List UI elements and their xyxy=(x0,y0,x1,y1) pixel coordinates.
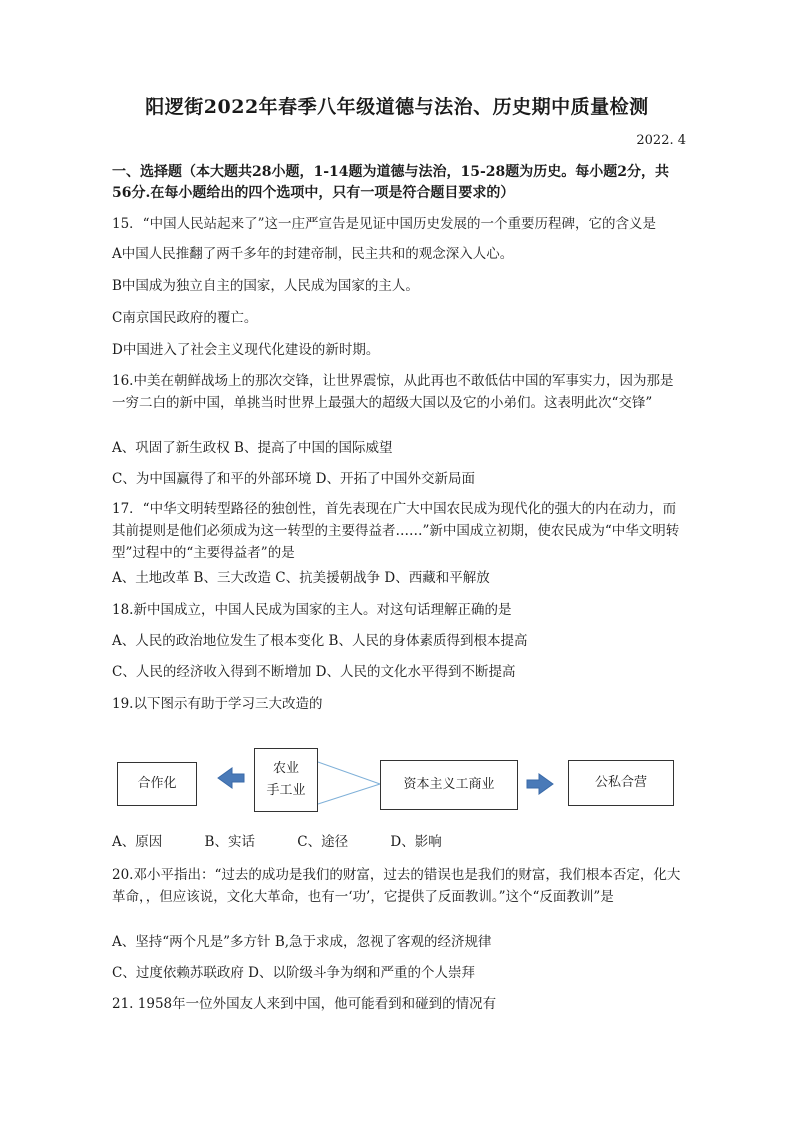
arrow-right-icon xyxy=(527,774,553,794)
box-capitalist-label: 资本主义工商业 xyxy=(403,777,495,792)
question-19-stem: 19.以下图示有助于学习三大改造的 xyxy=(112,696,323,712)
question-16-options-ab: A、巩固了新生政权 B、提高了中国的国际威望 xyxy=(112,440,393,456)
box-joint-venture xyxy=(568,760,674,806)
question-20-options-cd: C、过度依赖苏联政府 D、以阶级斗争为纲和严重的个人崇拜 xyxy=(112,965,475,981)
question-15-option-c: C南京国民政府的覆亡。 xyxy=(112,310,258,326)
exam-date: 2022. 4 xyxy=(636,133,686,148)
question-21-stem: 21. 1958年一位外国友人来到中国，他可能看到和碰到的情况有 xyxy=(112,996,497,1012)
exam-title: 阳逻街2022年春季八年级道德与法治、历史期中质量检测 xyxy=(145,96,649,118)
question-19-option-b: B、实话 xyxy=(204,834,255,850)
question-18-options-cd: C、人民的经济收入得到不断增加 D、人民的文化水平得到不断提高 xyxy=(112,664,516,680)
question-17-options: A、土地改革 B、三大改造 C、抗美援朝战争 D、西藏和平解放 xyxy=(112,570,490,586)
question-20-stem: 20.邓小平指出：“过去的成功是我们的财富，过去的错误也是我们的财富，我们根本否定，化大革命，，但应该说，文化大革命，也有一‘功’，它提供了反面教训。”这个“反面教训”是 xyxy=(112,867,681,905)
box-cooperative-label: 合作化 xyxy=(137,776,177,791)
box-agriculture-handicraft xyxy=(254,748,318,812)
question-16-stem: 16.中美在朝鲜战场上的那次交锋，让世界震惊，从此再也不敢低估中国的军事实力，因为那是一穷二白的新中国，单挑当时世界上最强大的超级大国以及它的小弟们。这表明此次“交锋” xyxy=(112,373,674,411)
question-15-stem: 15．“中国人民站起来了”这一庄严宣告是见证中国历史发展的一个重要历程碑，它的含义是 xyxy=(112,216,656,232)
question-20-options-ab: A、坚持“两个凡是”多方针 B,急于求成，忽视了客观的经济规律 xyxy=(112,934,492,950)
question-16-options-cd: C、为中国赢得了和平的外部环境 D、开拓了中国外交新局面 xyxy=(112,471,475,487)
three-reforms-diagram xyxy=(0,740,794,830)
box-capitalist-industry xyxy=(380,760,518,810)
box-handicraft-label: 手工业 xyxy=(266,783,306,798)
question-19-option-d: D、影响 xyxy=(390,834,442,850)
arrow-left-icon xyxy=(218,768,244,788)
connector-line-top xyxy=(318,762,380,784)
question-18-options-ab: A、人民的政治地位发生了根本变化 B、人民的身体素质得到根本提高 xyxy=(112,633,528,649)
connector-line-bottom xyxy=(318,784,380,804)
question-15-option-a: A中国人民推翻了两千多年的封建帝制，民主共和的观念深入人心。 xyxy=(112,246,514,262)
question-15-option-b: B中国成为独立自主的国家，人民成为国家的主人。 xyxy=(112,278,419,294)
question-19-options xyxy=(112,832,480,852)
question-19-option-c: C、途径 xyxy=(297,834,349,850)
question-17-stem: 17．“中华文明转型路径的独创性，首先表现在广大中国农民成为现代化的强大的内在动力，而其前提则是他们必须成为这一转型的主要得益者……”新中国成立初期，使农民成为“中华文明转型”过程中的“主要得益者”的是 xyxy=(112,501,680,561)
section-heading: 一、选择题（本大题共28小题，1-14题为道德与法治，15-28题为历史。每小题2分，共56分.在每小题给出的四个选项中，只有一项是符合题目要求的） xyxy=(112,164,670,201)
question-15-option-d: D中国进入了社会主义现代化建设的新时期。 xyxy=(112,342,380,358)
question-18-stem: 18.新中国成立，中国人民成为国家的主人。对这句话理解正确的是 xyxy=(112,602,512,618)
box-agriculture-label: 农业 xyxy=(272,761,299,776)
question-19-option-a: A、原因 xyxy=(112,834,163,850)
box-joint-venture-label: 公私合营 xyxy=(594,775,647,790)
